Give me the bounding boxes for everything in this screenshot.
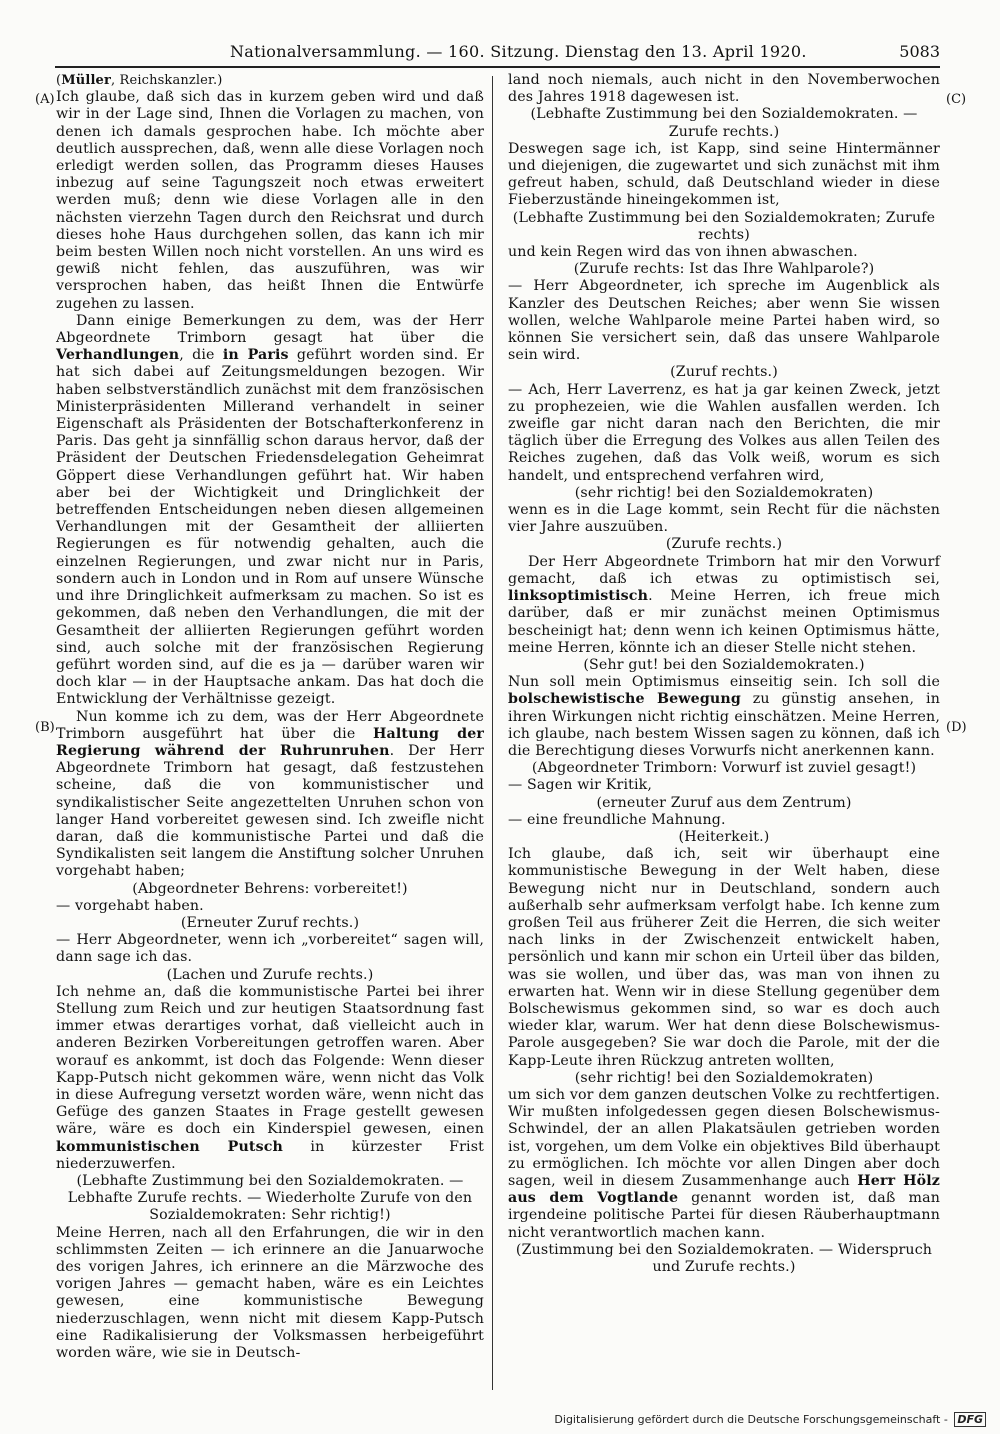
- interjection: (Lebhafte Zustimmung bei den Sozialdemokraten. — Zurufe rechts.): [530, 106, 918, 140]
- margin-mark-b: (B): [35, 720, 55, 735]
- interjection: (Sehr gut! bei den Sozialdemokraten.): [583, 656, 865, 673]
- right-column: [508, 72, 940, 1276]
- paragraph: Dann einige Bemerkungen zu dem, was der Herr Abgeordnete Trimborn gesagt hat über die Verhandlungen, die in Paris geführt worden sind. Er hat sich dabei auf Zeitungsmeldungen bezogen. Wir haben selbstverständlich zunächst mit dem französischen Ministerpräsidenten Millerand verhandelt in seiner Eigenschaft als Präsidenten der Botschafterkonferenz in Paris. Das geht ja sinnfällig schon daraus hervor, daß der Präsident der Deutschen Friedensdelegation Geheimrat Göppert diese Verhandlungen geführt hat. Wir haben aber bei der Wichtigkeit und Dringlichkeit der betreffenden Entscheidungen neben diesen allgemeinen Verhandlungen mit der Gesamtheit der alliierten Regierungen es für notwendig gehalten, auch die einzelnen Regierungen, und zwar nicht nur in Paris, sondern auch in London und in Rom auf unsere Wünsche und ihre Dringlichkeit aufmerksam zu machen. So ist es gekommen, daß neben den Verhandlungen, die mit der Gesamtheit der alliierten Regierungen geführt worden sind, auch solche mit der französischen Regierung geführt worden sind, auf die es ja — darüber waren wir doch klar — in der Hauptsache ankam. Das hat doch die Entwicklung der Verhältnisse gezeigt.: [56, 312, 484, 708]
- paragraph: Nun komme ich zu dem, was der Herr Abgeordnete Trimborn ausgeführt hat über die Haltung der Regierung während der Ruhrunruhen. Der Herr Abgeordnete Trimborn hat gesagt, daß festzustehen scheine, daß die von kommunistischer und syndikalistischer Seite angezettelten Unruhen schon von langer Hand vorbereitet gewesen sind. Ich zweifle nicht daran, daß die kommunistische Partei und daß die Syndikalisten seit langem die Anstiftung solcher Unruhen vorgehabt haben;: [56, 708, 485, 880]
- paragraph: und kein Regen wird das von ihnen abwaschen.: [508, 244, 858, 261]
- page-header: [55, 40, 940, 68]
- interjection: (Lebhafte Zustimmung bei den Sozialdemokraten; Zurufe rechts): [512, 209, 936, 243]
- paragraph: Der Herr Abgeordnete Trimborn hat mir den Vorwurf gemacht, daß ich etwas zu optimistisch sei, linksoptimistisch. Meine Herren, ich freue mich darüber, daß er mir zunächst meinen Optimismus bescheinigt hat; denn wenn ich keinen Optimismus hätte, meine Herren, könnte ich an dieser Stelle nicht stehen.: [508, 553, 940, 656]
- paragraph: — eine freundliche Mahnung.: [508, 811, 726, 828]
- footer-text: Digitalisierung gefördert durch die Deutsche Forschungsgemeinschaft -: [554, 1413, 948, 1426]
- interjection: (Zurufe rechts.): [665, 536, 783, 553]
- interjection: (Abgeordneter Behrens: vorbereitet!): [132, 880, 408, 897]
- interjection: (Abgeordneter Trimborn: Vorwurf ist zuviel gesagt!): [531, 760, 917, 777]
- paragraph: Ich nehme an, daß die kommunistische Partei bei ihrer Stellung zum Reich und zur heutigen Staatsordnung fast immer etwas derartiges vorhat, daß vielleicht auch in anderen Bezirken Vorbereitungen getroffen waren. Aber worauf es ankommt, ist doch das Folgende: Wenn dieser Kapp-Putsch nicht gekommen wäre, wenn nicht das Volk in diese Aufregung versetzt worden wäre, wenn nicht das Gefüge des ganzen Staates in Frage gestellt gewesen wäre, wäre es doch ein Kinderspiel gewesen, einen kommunistischen Putsch in kürzester Frist niederzuwerfen.: [56, 983, 484, 1172]
- paragraph: Ich glaube, daß ich, seit wir überhaupt eine kommunistische Bewegung in der Welt haben, diese Bewegung nicht nur in Deutschland, sondern auch außerhalb sehr aufmerksam verfolgt habe. Ich kenne zum großen Teil aus früherer Zeit die Herren, die sich weiter nach links in der Zwischenzeit entwickelt haben, persönlich und kann mir schon ein Urteil über das bilden, was sie wollen, und über das, was man von ihnen zu erwarten hat. Wenn wir in diese Stellung gegenüber dem Bolschewismus gekommen sind, so war es doch auch wieder klar, warum. Wer hat denn diese Bolschewismus-Parole ausgegeben? Sie war doch die Parole, mit der die Kapp-Leute ihren Rückzug antreten wollten,: [508, 846, 940, 1069]
- paragraph: wenn es in die Lage kommt, sein Recht für die nächsten vier Jahre auszuüben.: [508, 502, 940, 536]
- paragraph: um sich vor dem ganzen deutschen Volke zu rechtfertigen. Wir mußten infolgedessen gegen diesen Bolschewismus-Schwindel, der an allen Plakatsäulen getrieben worden ist, vorgehen, um dem Volke ein objektives Bild überhaupt zu ermöglichen. Ich möchte vor allen Dingen aber doch sagen, weil in diesem Zusammenhange auch Herr Hölz aus dem Vogtlande genannt worden ist, daß man irgendeine politische Partei für diesen Räuberhauptmann nicht verantwortlich machen kann.: [508, 1086, 940, 1241]
- interjection: (Lachen und Zurufe rechts.): [166, 966, 374, 983]
- left-column: [56, 72, 484, 1362]
- column-divider: [492, 76, 493, 1390]
- footer-credit: [554, 1413, 986, 1426]
- interjection: (sehr richtig! bei den Sozialdemokraten): [574, 484, 874, 501]
- interjection: (Zustimmung bei den Sozialdemokraten. — Widerspruch und Zurufe rechts.): [515, 1241, 933, 1276]
- paragraph: land noch niemals, auch nicht in den Novemberwochen des Jahres 1918 dagewesen ist.: [508, 72, 940, 106]
- paragraph: — vorgehabt haben.: [56, 897, 204, 914]
- paragraph: — Ach, Herr Laverrenz, es hat ja gar keinen Zweck, jetzt zu prophezeien, wie die Wahlen ausfallen werden. Ich zweifle gar nicht daran nach den Berichten, die mir täglich über die Erregung des Volkes aus allen Teilen des Reiches zugehen, daß das Volk weiß, worum es sich handelt, und entsprechend verfahren wird,: [508, 381, 940, 484]
- paragraph: Deswegen sage ich, ist Kapp, sind seine Hintermänner und diejenigen, die zugewartet und sich zunächst mit ihm gefreut haben, schuld, daß Deutschland wieder in diese Fieberzustände hineingekommen ist,: [508, 140, 940, 209]
- interjection: (erneuter Zuruf aus dem Zentrum): [596, 794, 852, 811]
- paragraph: Ich glaube, daß sich das in kurzem geben wird und daß wir in der Lage sind, Ihnen die Vorlagen zu machen, von denen ich damals gesprochen habe. Ich möchte aber deutlich aussprechen, daß, wenn alle diese Vorlagen noch erledigt werden sollen, das Programm dieses Hauses inbezug auf seine Tagungszeit noch etwas erweitert werden muß; denn wie diese Vorlagen alle in den nächsten vierzehn Tagen durch den Reichsrat und durch dieses hohe Haus durchgehen sollen, das kann ich mir beim besten Willen noch nicht vorstellen. An uns wird es gewiß nicht fehlen, das auszuführen, was wir versprochen haben, das heißt Ihnen die Entwürfe zugehen zu lassen.: [56, 89, 484, 312]
- interjection: (Erneuter Zuruf rechts.): [180, 914, 360, 931]
- paragraph: — Herr Abgeordneter, wenn ich „vorbereitet“ sagen will, dann sage ich das.: [56, 932, 484, 966]
- paragraph: Meine Herren, nach all den Erfahrungen, die wir in den schlimmsten Zeiten — ich erinnere an die Januarwoche des vorigen Jahres, ich erinnere an die Märzwoche des vorigen Jahres — gemacht haben, wäre es ein Leichtes gewesen, eine kommunistische Bewegung niederzuschlagen, wenn nicht mit diesem Kapp-Putsch eine Radikalisierung der Volksmassen herbeigeführt worden wäre, wie sie in Deutsch-: [56, 1224, 484, 1362]
- paragraph: (Müller, Reichskanzler.): [56, 73, 223, 88]
- interjection: (sehr richtig! bei den Sozialdemokraten): [574, 1069, 874, 1086]
- interjection: (Lebhafte Zustimmung bei den Sozialdemokraten. — Lebhafte Zurufe rechts. — Wiederholte Zurufe von den Sozialdemokraten: Sehr richtig!): [67, 1173, 473, 1224]
- page-number: 5083: [899, 42, 940, 61]
- interjection: (Zurufe rechts: Ist das Ihre Wahlparole?): [573, 261, 875, 278]
- interjection: (Zuruf rechts.): [670, 364, 778, 381]
- margin-mark-c: (C): [946, 92, 967, 107]
- margin-mark-d: (D): [946, 720, 967, 735]
- margin-mark-a: (A): [35, 92, 55, 107]
- interjection: (Heiterkeit.): [678, 828, 770, 845]
- dfg-logo: DFG: [954, 1412, 986, 1427]
- paragraph: — Herr Abgeordneter, ich spreche im Augenblick als Kanzler des Deutschen Reiches; aber wenn Sie wissen wollen, welche Wahlparole meine Partei haben wird, so können Sie versichert sein, daß das unsere Wahlparole sein wird.: [508, 278, 940, 364]
- paragraph: — Sagen wir Kritik,: [508, 777, 653, 794]
- running-title: Nationalversammlung. — 160. Sitzung. Dienstag den 13. April 1920.: [230, 42, 807, 61]
- paragraph: Nun soll mein Optimismus einseitig sein. Ich soll die bolschewistische Bewegung zu günstig ansehen, in ihren Wirkungen nicht richtig einschätzen. Meine Herren, ich glaube, nach bestem Wissen sagen zu können, daß ich die Berechtigung dieses Vorwurfs nicht anerkennen kann.: [508, 674, 940, 759]
